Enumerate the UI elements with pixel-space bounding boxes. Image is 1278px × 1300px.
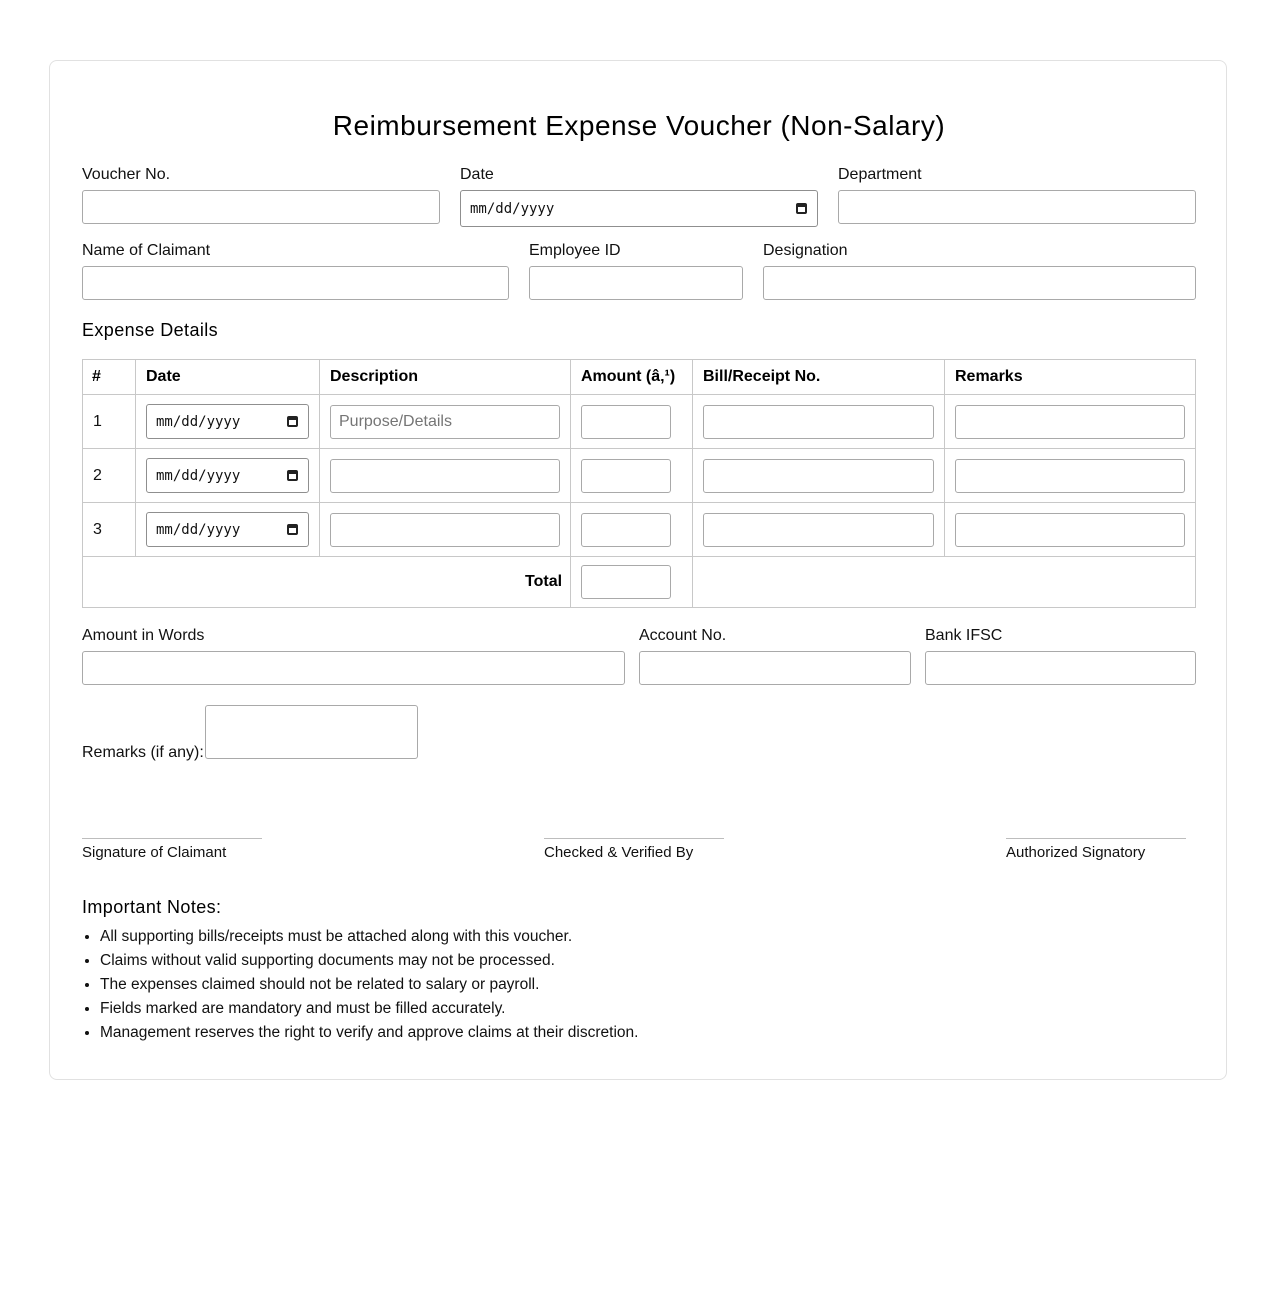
employee-id-input[interactable] [529, 266, 743, 300]
designation-label: Designation [763, 242, 848, 259]
bank-ifsc-label: Bank IFSC [925, 627, 1003, 644]
page-title: Reimbursement Expense Voucher (Non-Salary) [332, 110, 946, 141]
signature-line [544, 838, 724, 839]
column-header-bill-no: Bill/Receipt No. [703, 368, 821, 385]
row-number: 3 [93, 521, 102, 538]
row-date-input[interactable] [146, 404, 309, 439]
row-description-input[interactable] [330, 513, 560, 547]
row-description-input[interactable] [330, 459, 560, 493]
calendar-icon[interactable] [796, 203, 807, 214]
date-placeholder: mm/dd/yyyy [156, 413, 241, 430]
total-amount-input[interactable] [581, 565, 671, 599]
voucher-no-input[interactable] [82, 190, 440, 224]
bank-ifsc-input[interactable] [925, 651, 1196, 685]
column-header-date: Date [146, 368, 181, 385]
row-amount-input[interactable] [581, 405, 671, 439]
column-header-remarks: Remarks [955, 368, 1023, 385]
claimant-signature-label: Signature of Claimant [82, 844, 227, 861]
amount-words-input[interactable] [82, 651, 625, 685]
notes-heading: Important Notes: [82, 897, 222, 917]
account-no-label: Account No. [639, 627, 727, 644]
date-placeholder: mm/dd/yyyy [156, 521, 241, 538]
note-item: • Management reserves the right to verify and approve claims at their discretion. [100, 1022, 638, 1046]
column-header-description: Description [330, 368, 419, 385]
note-item: • Fields marked are mandatory and must be filled accurately. [100, 998, 638, 1022]
claimant-name-input[interactable] [82, 266, 509, 300]
row-number: 1 [93, 413, 102, 430]
total-label: Total [525, 573, 563, 590]
row-remarks-input[interactable] [955, 513, 1185, 547]
date-placeholder: mm/dd/yyyy [156, 467, 241, 484]
row-date-input[interactable] [146, 512, 309, 547]
designation-input[interactable] [763, 266, 1196, 300]
row-bill-no-input[interactable] [703, 459, 934, 493]
row-remarks-input[interactable] [955, 405, 1185, 439]
row-bill-no-input[interactable] [703, 513, 934, 547]
row-description-input[interactable] [330, 405, 560, 439]
row-number: 2 [93, 467, 102, 484]
note-item: • Claims without valid supporting documents may not be processed. [100, 950, 638, 974]
department-label: Department [838, 166, 922, 183]
employee-id-label: Employee ID [529, 242, 621, 259]
remarks-textarea[interactable] [205, 705, 418, 759]
department-input[interactable] [838, 190, 1196, 224]
row-remarks-input[interactable] [955, 459, 1185, 493]
date-label: Date [460, 166, 494, 183]
calendar-icon[interactable] [287, 524, 298, 535]
note-item: • The expenses claimed should not be related to salary or payroll. [100, 974, 638, 998]
authorized-signatory-label: Authorized Signatory [1006, 844, 1146, 861]
verified-by-label: Checked & Verified By [544, 844, 694, 861]
row-bill-no-input[interactable] [703, 405, 934, 439]
voucher-no-label: Voucher No. [82, 166, 171, 183]
notes-list [82, 926, 638, 1046]
row-date-input[interactable] [146, 458, 309, 493]
description-placeholder: Purpose/Details [339, 413, 452, 430]
account-no-input[interactable] [639, 651, 911, 685]
claimant-name-label: Name of Claimant [82, 242, 211, 259]
calendar-icon[interactable] [287, 416, 298, 427]
date-placeholder: mm/dd/yyyy [470, 200, 555, 217]
column-header-number: # [92, 368, 101, 385]
voucher-date-input[interactable] [460, 190, 818, 227]
signature-line [82, 838, 262, 839]
remarks-label: Remarks (if any): [82, 744, 204, 761]
expense-details-heading: Expense Details [82, 320, 219, 340]
column-header-amount: Amount (â‚¹) [581, 368, 676, 385]
amount-words-label: Amount in Words [82, 627, 205, 644]
note-item: • All supporting bills/receipts must be attached along with this voucher. [100, 926, 638, 950]
calendar-icon[interactable] [287, 470, 298, 481]
row-amount-input[interactable] [581, 513, 671, 547]
signature-line [1006, 838, 1186, 839]
row-amount-input[interactable] [581, 459, 671, 493]
